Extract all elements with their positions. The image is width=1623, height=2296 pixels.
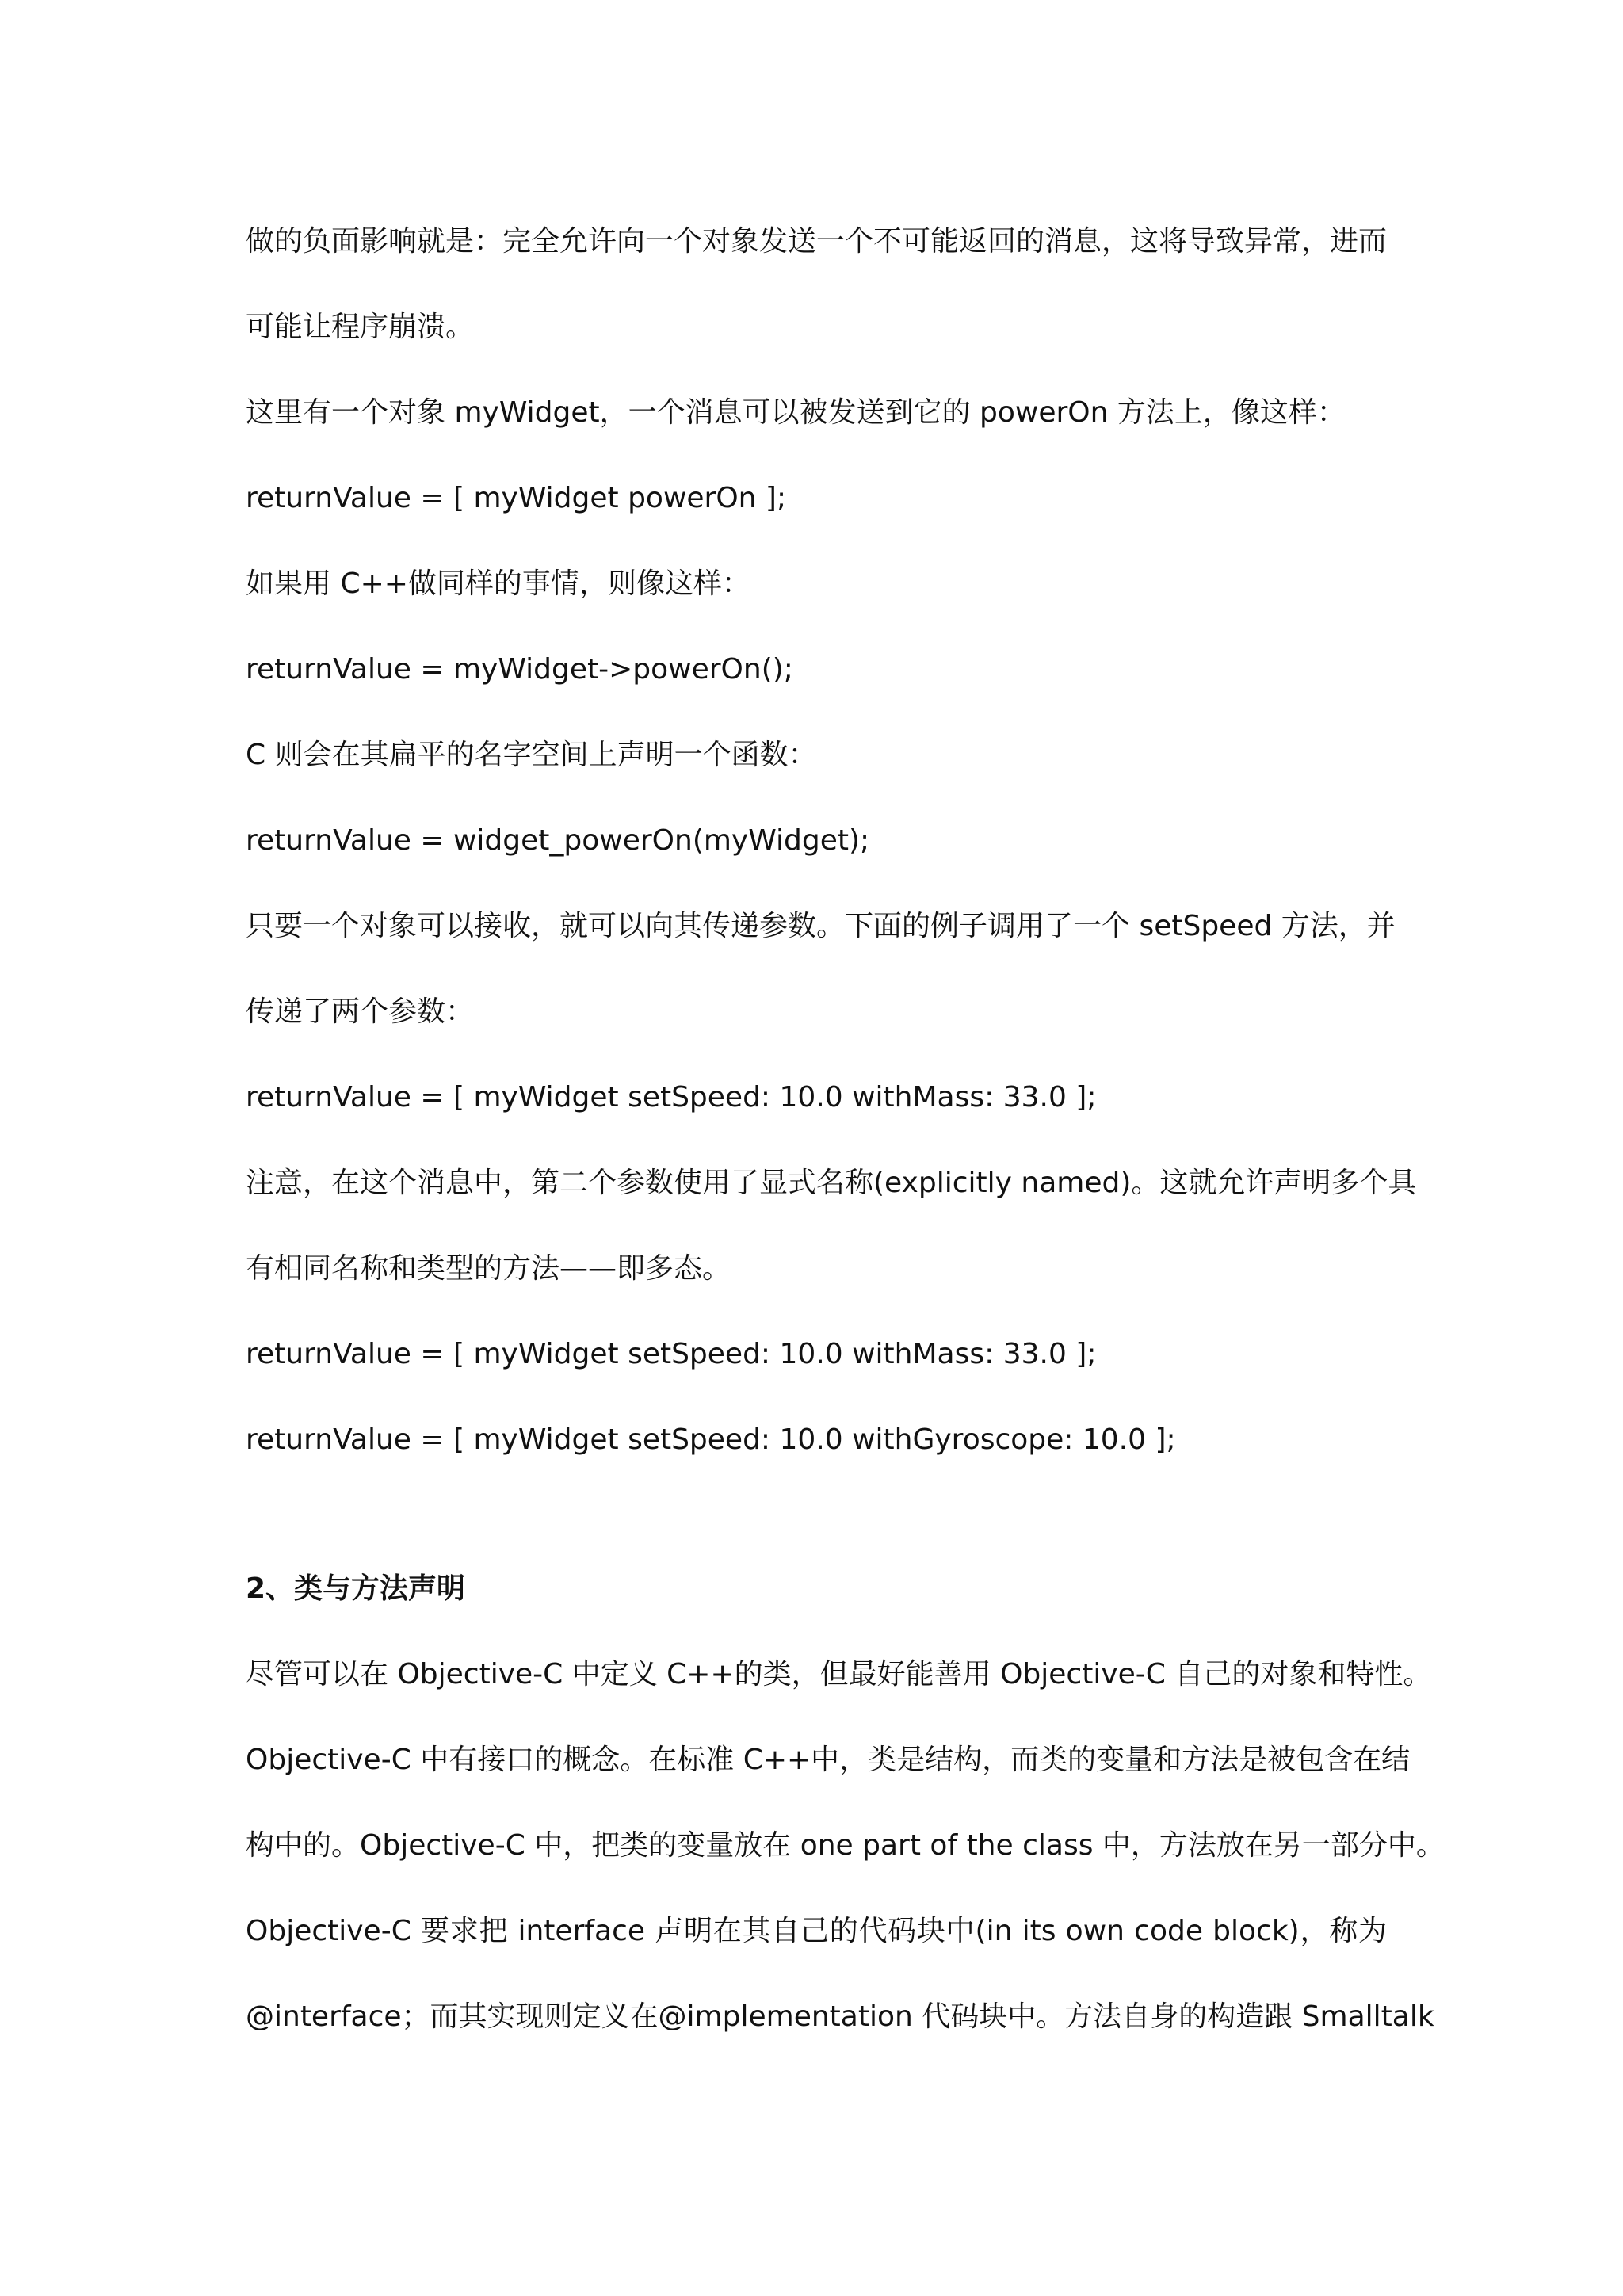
code-line: returnValue = [ myWidget setSpeed: 10.0 withMass: 33.0 ];: [246, 1338, 1097, 1370]
paragraph-line: 注意，在这个消息中，第二个参数使用了显式名称(explicitly named)。这就允许声明多个具: [246, 1167, 1417, 1199]
paragraph-line: 有相同名称和类型的方法——即多态。: [246, 1252, 731, 1285]
paragraph-line: 这里有一个对象 myWidget，一个消息可以被发送到它的 powerOn 方法上，像这样：: [246, 396, 1346, 429]
code-line: returnValue = [ myWidget powerOn ];: [246, 482, 787, 514]
code-line: returnValue = [ myWidget setSpeed: 10.0 withMass: 33.0 ];: [246, 1081, 1097, 1114]
document-body: [246, 214, 1445, 2075]
paragraph-line: 只要一个对象可以接收，就可以向其传递参数。下面的例子调用了一个 setSpeed 方法，并: [246, 910, 1396, 942]
paragraph-line: C 则会在其扁平的名字空间上声明一个函数：: [246, 739, 817, 771]
code-line: returnValue = [ myWidget setSpeed: 10.0 withGyroscope: 10.0 ];: [246, 1423, 1176, 1456]
code-line: returnValue = widget_powerOn(myWidget);: [246, 824, 870, 857]
paragraph-line: Objective-C 要求把 interface 声明在其自己的代码块中(in its own code block)，称为: [246, 1915, 1387, 1947]
section-spacer: [246, 1498, 1387, 1561]
paragraph-line: 如果用 C++做同样的事情，则像这样：: [246, 567, 750, 600]
paragraph-line: 可能让程序崩溃。: [246, 311, 475, 343]
paragraph-line: 传递了两个参数：: [246, 995, 475, 1028]
section-heading: 2、类与方法声明: [246, 1572, 466, 1605]
paragraph-line: @interface；而其实现则定义在@implementation 代码块中。方法自身的构造跟 Smalltalk: [246, 2000, 1434, 2033]
paragraph-line: 尽管可以在 Objective-C 中定义 C++的类，但最好能善用 Objective-C 自己的对象和特性。: [246, 1658, 1432, 1690]
paragraph-line: 构中的。Objective-C 中，把类的变量放在 one part of the class 中，方法放在另一部分中。: [246, 1829, 1445, 1862]
paragraph-line: 做的负面影响就是：完全允许向一个对象发送一个不可能返回的消息，这将导致异常，进而: [246, 225, 1388, 258]
paragraph-line: Objective-C 中有接口的概念。在标准 C++中，类是结构，而类的变量和方法是被包含在结: [246, 1744, 1411, 1776]
code-line: returnValue = myWidget->powerOn();: [246, 653, 793, 686]
